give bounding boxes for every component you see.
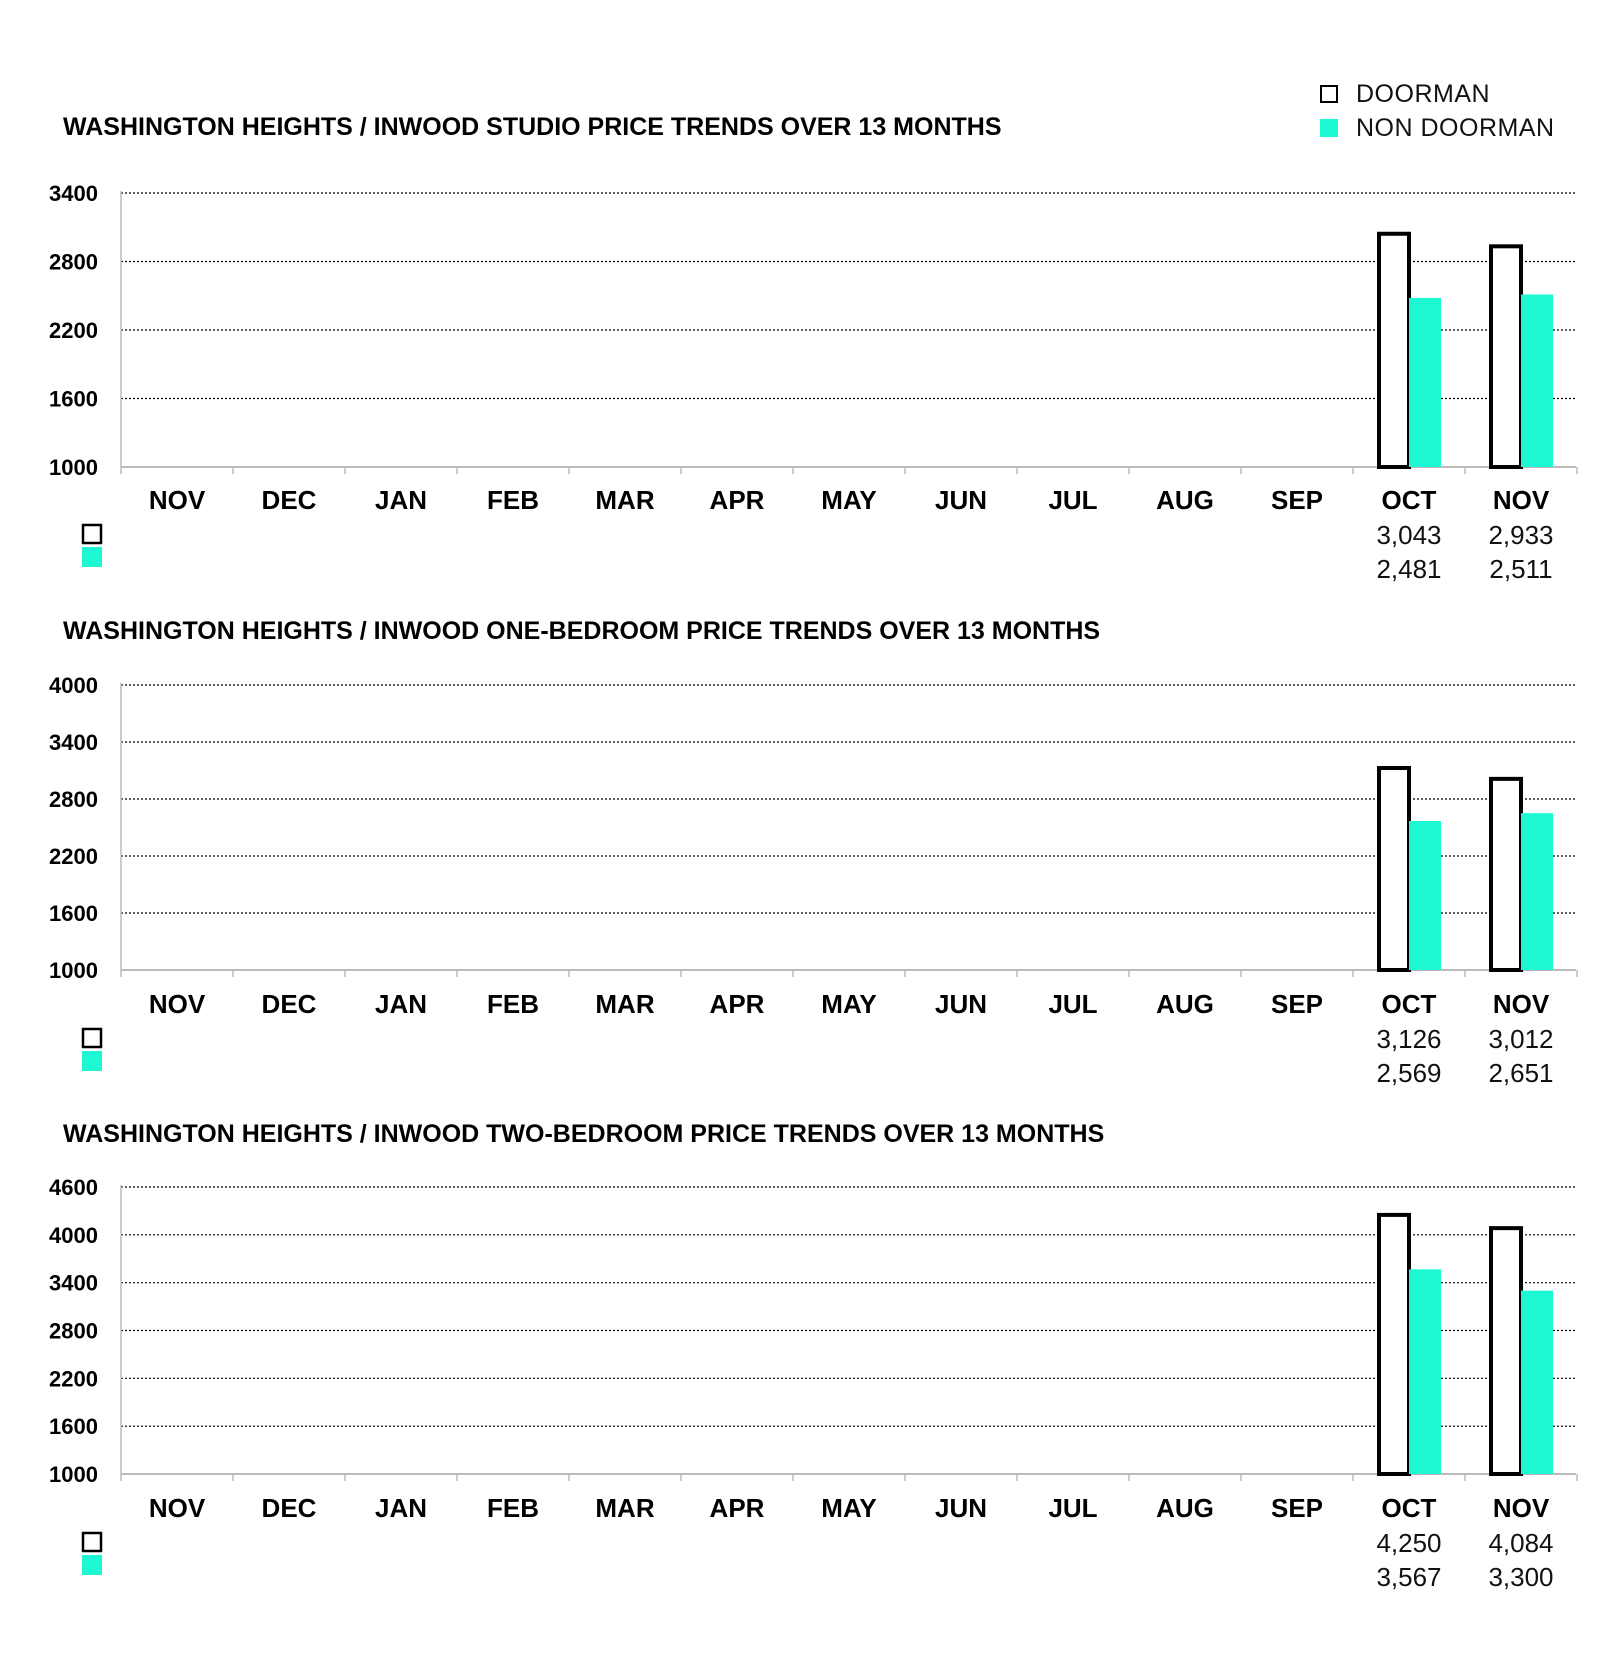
x-tick-label: JUL bbox=[1048, 989, 1098, 1019]
bar-non-doorman bbox=[1521, 813, 1553, 970]
x-tick-label: AUG bbox=[1156, 989, 1214, 1019]
x-tick-label: NOV bbox=[1492, 1493, 1550, 1523]
table-swatch-non-doorman bbox=[82, 1555, 102, 1575]
y-tick-label: 2200 bbox=[49, 318, 98, 343]
data-label-non-doorman: 2,481 bbox=[1376, 554, 1442, 584]
data-label-non-doorman: 3,300 bbox=[1488, 1562, 1554, 1592]
x-tick-label: NOV bbox=[1492, 989, 1550, 1019]
x-tick-label: MAY bbox=[821, 485, 877, 515]
x-tick-label: NOV bbox=[148, 989, 206, 1019]
x-tick-label: FEB bbox=[487, 1493, 539, 1523]
x-tick-label: SEP bbox=[1270, 485, 1324, 515]
data-label-non-doorman: 2,569 bbox=[1376, 1058, 1442, 1088]
y-tick-label: 4600 bbox=[49, 1175, 98, 1200]
x-tick-label: FEB bbox=[487, 989, 539, 1019]
y-tick-label: 1000 bbox=[49, 1462, 98, 1487]
y-tick-label: 1600 bbox=[49, 901, 98, 926]
data-label-doorman: 3,126 bbox=[1376, 1024, 1442, 1054]
bar-non-doorman bbox=[1521, 1291, 1553, 1474]
x-tick-label: OCT bbox=[1381, 989, 1437, 1019]
x-tick-label: APR bbox=[709, 485, 765, 515]
legend-swatch-doorman bbox=[1320, 85, 1338, 103]
x-tick-label: MAY bbox=[821, 989, 877, 1019]
x-tick-label: APR bbox=[709, 989, 765, 1019]
x-tick-label: FEB bbox=[487, 485, 539, 515]
data-label-non-doorman: 2,511 bbox=[1489, 554, 1553, 584]
x-tick-label: AUG bbox=[1156, 485, 1214, 515]
y-tick-label: 2800 bbox=[49, 1318, 98, 1344]
legend-label-doorman: DOORMAN bbox=[1356, 79, 1491, 108]
x-tick-label: DEC bbox=[261, 1493, 317, 1523]
x-tick-label: MAR bbox=[595, 1493, 655, 1523]
x-tick-label: MAR bbox=[595, 485, 655, 515]
bar-doorman bbox=[1491, 1228, 1521, 1474]
data-label-doorman: 3,043 bbox=[1376, 520, 1442, 550]
y-tick-label: 1000 bbox=[49, 958, 98, 983]
table-swatch-non-doorman bbox=[82, 547, 102, 567]
chart-title: WASHINGTON HEIGHTS / INWOOD STUDIO PRICE TRENDS OVER 13 MONTHS bbox=[63, 113, 1002, 141]
x-tick-label: MAY bbox=[821, 1493, 877, 1523]
x-tick-label: NOV bbox=[148, 485, 206, 515]
y-tick-label: 2200 bbox=[49, 1366, 98, 1392]
data-label-doorman: 4,250 bbox=[1376, 1528, 1442, 1558]
bar-non-doorman bbox=[1521, 294, 1553, 467]
y-tick-label: 3400 bbox=[49, 1270, 98, 1296]
x-tick-label: APR bbox=[709, 1493, 765, 1523]
y-tick-label: 4000 bbox=[49, 673, 98, 698]
bar-non-doorman bbox=[1409, 821, 1441, 970]
data-label-doorman: 2,933 bbox=[1488, 520, 1554, 550]
bar-non-doorman bbox=[1409, 298, 1441, 467]
y-tick-label: 2800 bbox=[49, 249, 98, 275]
x-tick-label: NOV bbox=[148, 1493, 206, 1523]
table-swatch-doorman bbox=[83, 1029, 101, 1047]
x-tick-label: DEC bbox=[261, 485, 317, 515]
x-tick-label: OCT bbox=[1381, 485, 1437, 515]
x-tick-label: JUN bbox=[934, 989, 988, 1019]
y-tick-label: 2800 bbox=[49, 787, 98, 812]
legend-item-doorman bbox=[1320, 77, 1555, 111]
legend-label-non-doorman: NON DOORMAN bbox=[1356, 113, 1555, 142]
y-tick-label: 3400 bbox=[49, 181, 98, 206]
bar-doorman bbox=[1491, 246, 1521, 467]
bar-doorman bbox=[1379, 1215, 1409, 1474]
chart-title: WASHINGTON HEIGHTS / INWOOD ONE-BEDROOM PRICE TRENDS OVER 13 MONTHS bbox=[63, 617, 1101, 645]
x-tick-label: SEP bbox=[1270, 989, 1324, 1019]
bar-doorman bbox=[1379, 234, 1409, 467]
table-swatch-non-doorman bbox=[82, 1051, 102, 1071]
bar-non-doorman bbox=[1409, 1269, 1441, 1474]
x-tick-label: JAN bbox=[374, 1493, 428, 1523]
y-tick-label: 1600 bbox=[49, 1414, 98, 1440]
data-label-doorman: 3,012 bbox=[1488, 1024, 1554, 1054]
x-tick-label: MAR bbox=[595, 989, 655, 1019]
data-label-doorman: 4,084 bbox=[1488, 1528, 1554, 1558]
legend-swatch-non-doorman bbox=[1320, 119, 1338, 137]
y-tick-label: 3400 bbox=[49, 730, 98, 755]
x-tick-label: NOV bbox=[1492, 485, 1550, 515]
x-tick-label: JUN bbox=[934, 485, 988, 515]
y-tick-label: 1600 bbox=[49, 386, 98, 412]
x-tick-label: JAN bbox=[374, 989, 428, 1019]
x-tick-label: AUG bbox=[1156, 1493, 1214, 1523]
chart-title: WASHINGTON HEIGHTS / INWOOD TWO-BEDROOM PRICE TRENDS OVER 13 MONTHS bbox=[63, 1120, 1105, 1148]
bar-doorman bbox=[1379, 768, 1409, 970]
y-tick-label: 2200 bbox=[49, 844, 98, 869]
y-tick-label: 1000 bbox=[49, 455, 98, 480]
legend-item-non-doorman bbox=[1320, 111, 1555, 145]
bar-doorman bbox=[1491, 779, 1521, 970]
x-tick-label: JAN bbox=[374, 485, 428, 515]
x-tick-label: SEP bbox=[1270, 1493, 1324, 1523]
data-label-non-doorman: 2,651 bbox=[1488, 1058, 1554, 1088]
x-tick-label: OCT bbox=[1381, 1493, 1437, 1523]
x-tick-label: JUL bbox=[1048, 485, 1098, 515]
y-tick-label: 4000 bbox=[49, 1222, 98, 1248]
legend bbox=[1320, 77, 1555, 145]
table-swatch-doorman bbox=[83, 1533, 101, 1551]
x-tick-label: JUL bbox=[1048, 1493, 1098, 1523]
data-label-non-doorman: 3,567 bbox=[1376, 1562, 1442, 1592]
x-tick-label: JUN bbox=[934, 1493, 988, 1523]
table-swatch-doorman bbox=[83, 525, 101, 543]
x-tick-label: DEC bbox=[261, 989, 317, 1019]
